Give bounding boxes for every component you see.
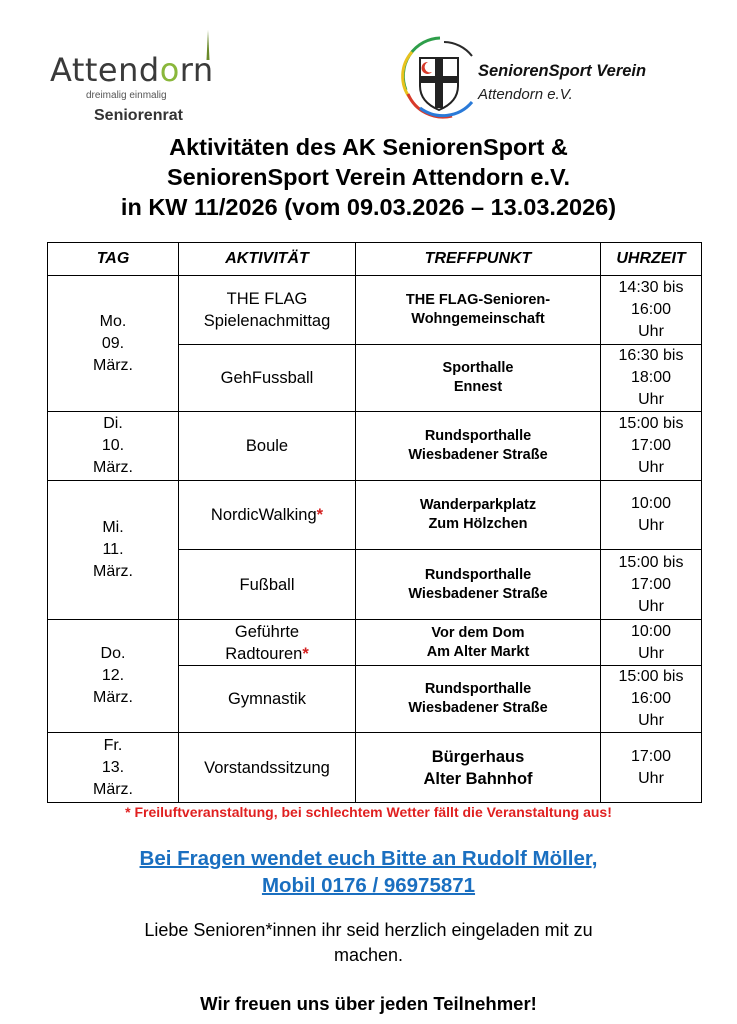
activity-cell: Fußball	[179, 550, 356, 620]
club-emblem-icon	[400, 32, 480, 122]
day-cell: Mo. 09. März.	[48, 276, 179, 412]
place-cell: Bürgerhaus Alter Bahnhof	[356, 733, 601, 803]
activity-cell: Vorstandssitzung	[179, 733, 356, 803]
header-aktivitaet: AKTIVITÄT	[179, 243, 356, 276]
time-cell: 10:00 Uhr	[601, 620, 702, 666]
invitation-text: Liebe Senioren*innen ihr seid herzlich eingeladen mit zu machen.	[144, 920, 593, 965]
table-row	[48, 620, 702, 666]
table-header-row	[48, 243, 702, 276]
day-cell: Mi. 11. März.	[48, 481, 179, 620]
outdoor-star-marker: *	[316, 506, 324, 524]
activity-cell: GehFussball	[179, 345, 356, 412]
seniorensport-logo	[400, 32, 690, 127]
header-uhrzeit: UHRZEIT	[601, 243, 702, 276]
attendorn-logo	[50, 30, 270, 125]
table-row	[48, 276, 702, 345]
contact-line-1[interactable]: Bei Fragen wendet euch Bitte an Rudolf Möller,	[139, 847, 598, 870]
header-tag: TAG	[48, 243, 179, 276]
logo-wordmark: Attendorn	[50, 51, 214, 89]
outdoor-star-marker: *	[302, 644, 309, 663]
time-cell: 10:00 Uhr	[601, 481, 702, 550]
activity-cell: THE FLAG Spielenachmittag	[179, 276, 356, 345]
table-row	[48, 733, 702, 803]
time-cell: 16:30 bis 18:00 Uhr	[601, 345, 702, 412]
time-cell: 15:00 bis 17:00 Uhr	[601, 550, 702, 620]
activity-cell: Geführte Radtouren*	[179, 620, 356, 666]
closing-text: Wir freuen uns über jeden Teilnehmer!	[200, 993, 537, 1014]
time-cell: 14:30 bis 16:00 Uhr	[601, 276, 702, 345]
activity-cell: Gymnastik	[179, 666, 356, 733]
day-cell: Di. 10. März.	[48, 412, 179, 481]
contact-info[interactable]	[0, 845, 737, 899]
activity-cell: NordicWalking*	[179, 481, 356, 550]
outdoor-footnote: * Freiluftveranstaltung, bei schlechtem Wetter fällt die Veranstaltung aus!	[125, 804, 612, 820]
logo-tagline: dreimalig einmalig	[86, 90, 167, 101]
place-cell: Rundsporthalle Wiesbadener Straße	[356, 412, 601, 481]
club-name: SeniorenSport Verein	[478, 62, 647, 80]
time-cell: 15:00 bis 17:00 Uhr	[601, 412, 702, 481]
day-cell: Do. 12. März.	[48, 620, 179, 733]
schedule-table	[47, 242, 702, 803]
club-city: Attendorn e.V.	[478, 86, 573, 103]
page-title: Aktivitäten des AK SeniorenSport & SeniorenSport Verein Attendorn e.V. in KW 11/2026 (vom 09.03.2026 – 13.03.2026)	[120, 134, 617, 220]
activity-cell: Boule	[179, 412, 356, 481]
header-treffpunkt: TREFFPUNKT	[356, 243, 601, 276]
place-cell: Vor dem Dom Am Alter Markt	[356, 620, 601, 666]
table-row	[48, 412, 702, 481]
time-cell: 17:00 Uhr	[601, 733, 702, 803]
place-cell: THE FLAG-Senioren- Wohngemeinschaft	[356, 276, 601, 345]
logo-subtitle: Seniorenrat	[94, 107, 183, 124]
table-row	[48, 481, 702, 550]
contact-phone-link[interactable]: Mobil 0176 / 96975871	[261, 874, 476, 897]
day-cell: Fr. 13. März.	[48, 733, 179, 803]
place-cell: Rundsporthalle Wiesbadener Straße	[356, 666, 601, 733]
time-cell: 15:00 bis 16:00 Uhr	[601, 666, 702, 733]
place-cell: Wanderparkplatz Zum Hölzchen	[356, 481, 601, 550]
place-cell: Rundsporthalle Wiesbadener Straße	[356, 550, 601, 620]
place-cell: Sporthalle Ennest	[356, 345, 601, 412]
